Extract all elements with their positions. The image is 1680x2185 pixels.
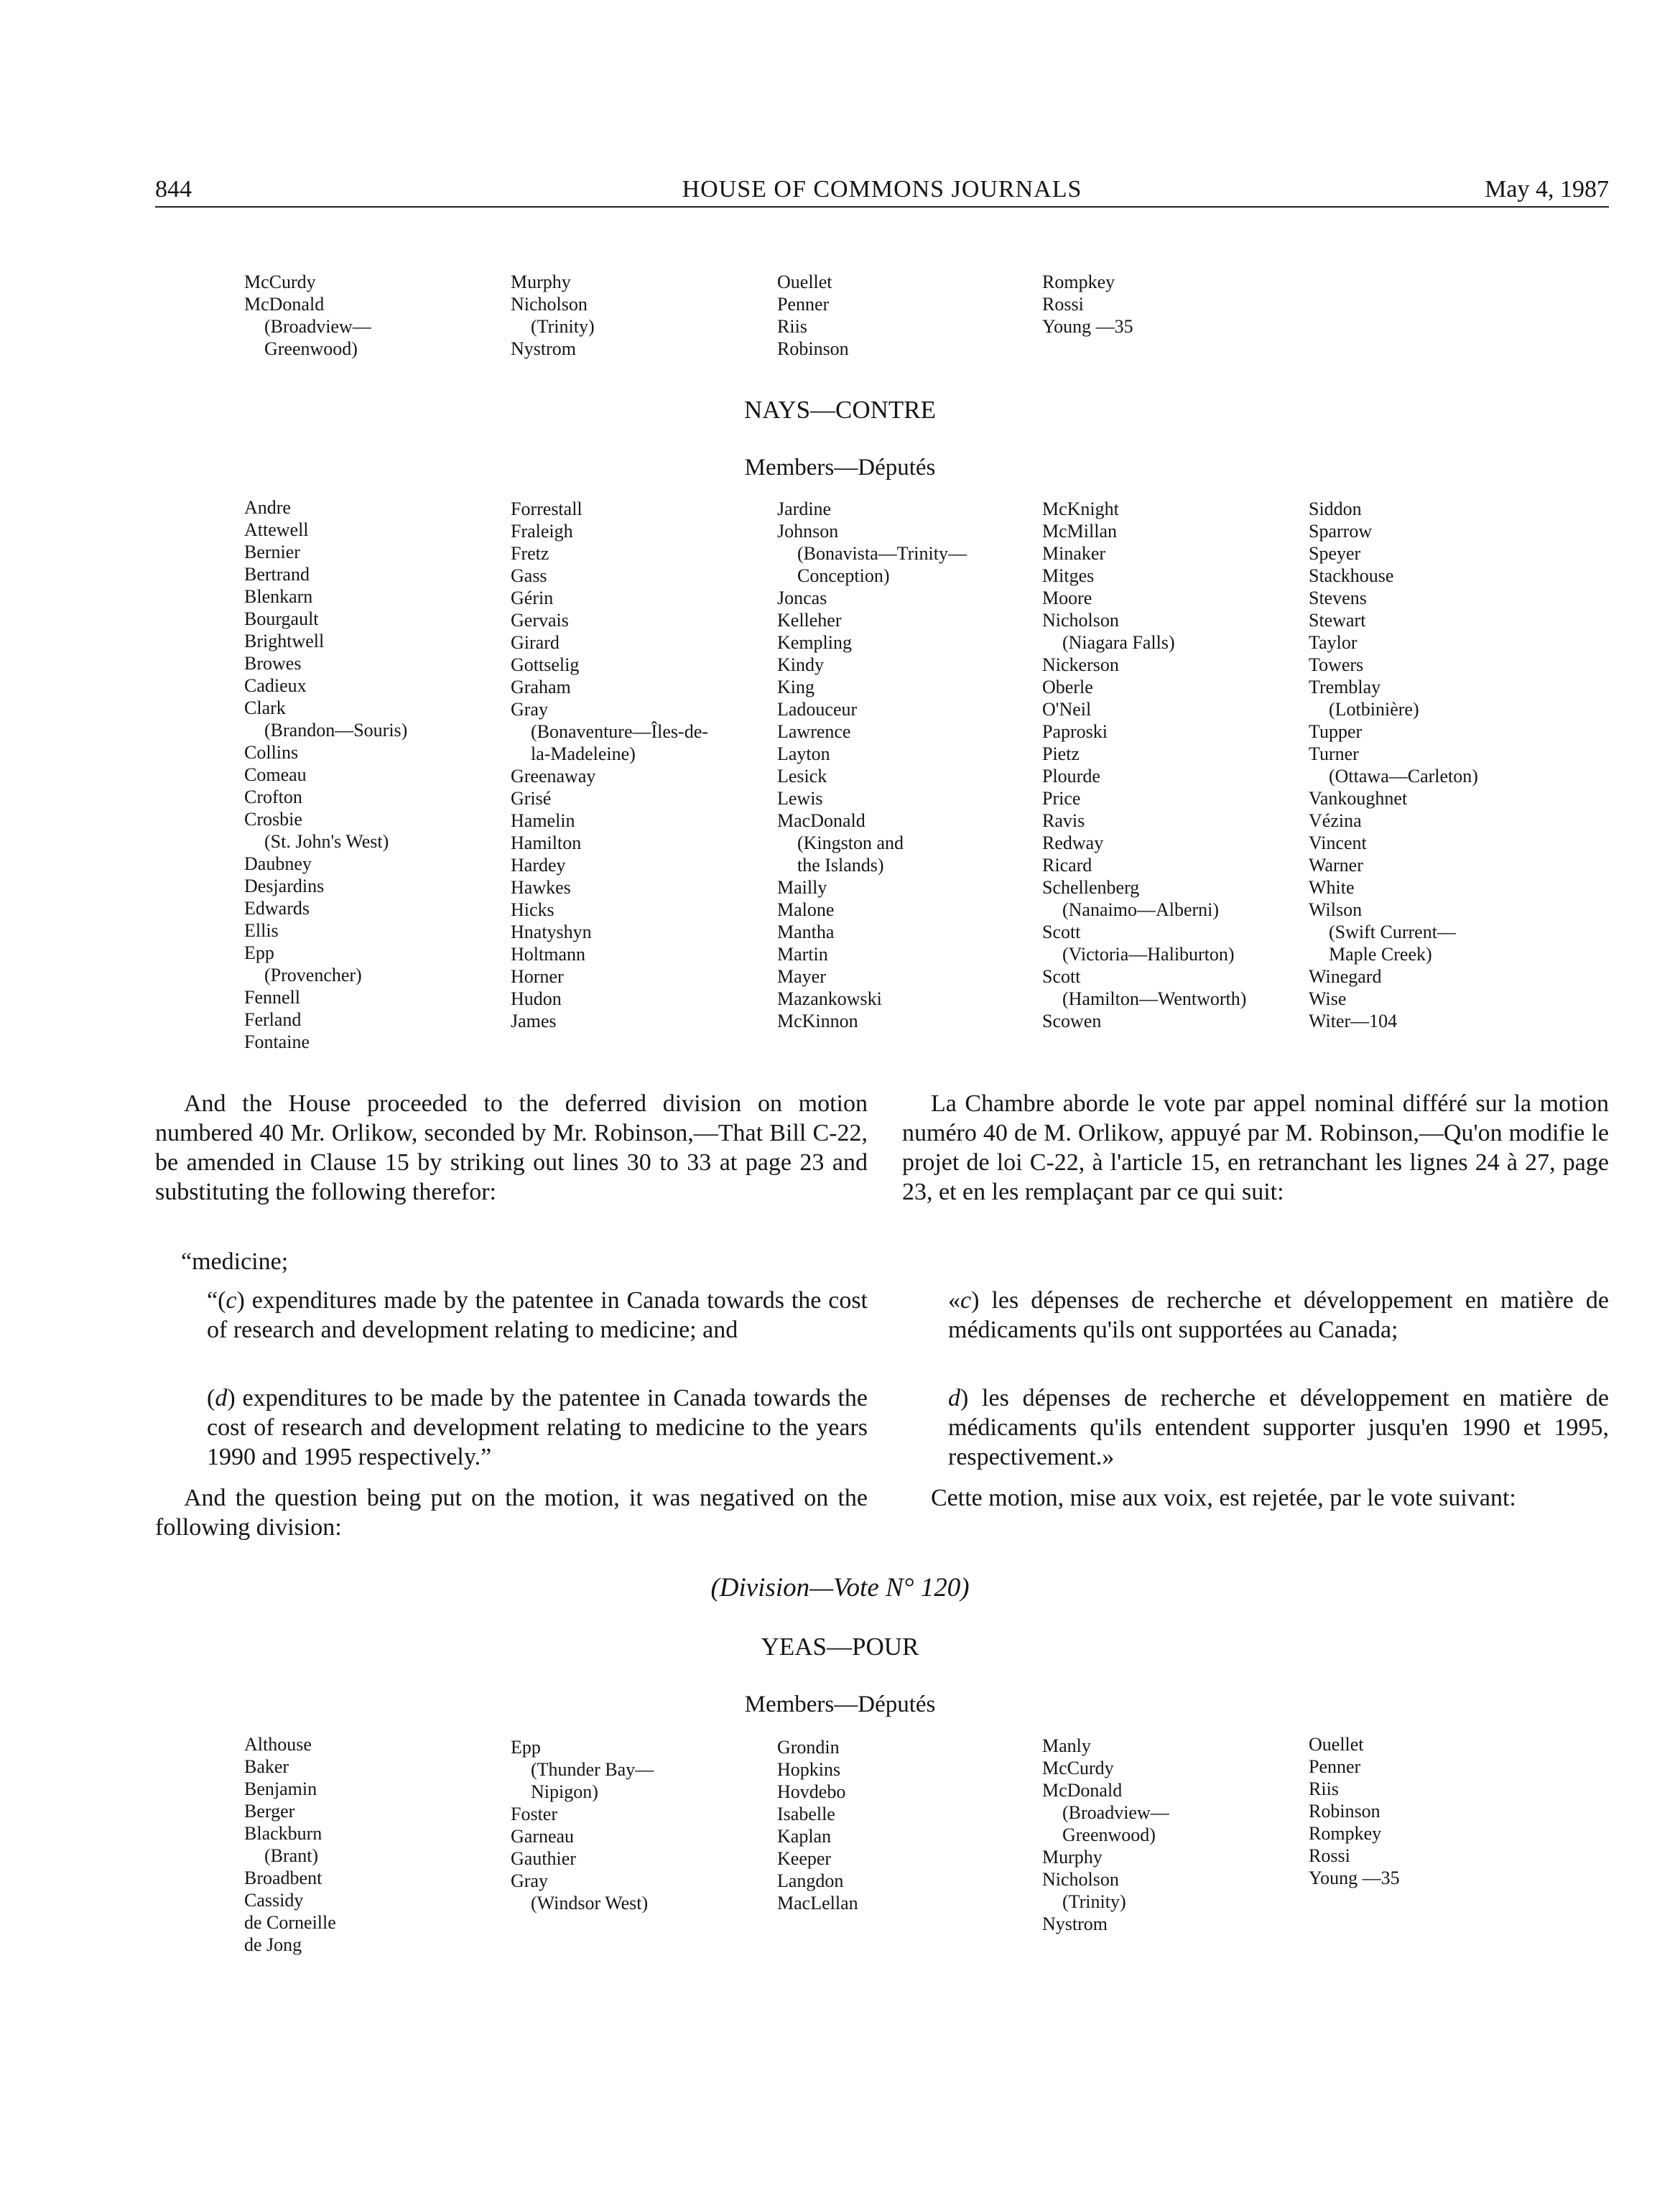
member-name: Murphy xyxy=(511,272,571,292)
member-name: Stackhouse xyxy=(1309,565,1394,586)
member-riding: (Kingston and xyxy=(797,832,904,853)
yeas-column-5 xyxy=(1309,1733,1546,1889)
member-riding: Greenwood) xyxy=(1062,1824,1156,1845)
member-name: Kelleher xyxy=(777,610,842,631)
member-name: Fontaine xyxy=(244,1031,310,1052)
member-name: McDonald xyxy=(1042,1780,1123,1801)
member-riding: Greenwood) xyxy=(264,338,358,359)
yeas-column-1 xyxy=(244,1733,481,1956)
member-name: White xyxy=(1309,877,1355,898)
member-riding: (Bonaventure—Îles-de- xyxy=(531,721,708,742)
member-name: Hudon xyxy=(511,988,562,1009)
member-name: Stevens xyxy=(1309,588,1367,608)
top-yeas-column-2 xyxy=(511,271,748,360)
member-name: Rompkey xyxy=(1309,1823,1382,1844)
member-name: Nicholson xyxy=(511,294,588,315)
member-name: Stewart xyxy=(1309,610,1366,631)
member-name: Hovdebo xyxy=(777,1781,846,1802)
question-text-en: And the question being put on the motion, it was negatived on the following division: xyxy=(155,1485,868,1541)
motion-quote-medicine: “medicine; xyxy=(181,1248,289,1275)
yeas-subheading: Members—Députés xyxy=(744,1692,936,1717)
member-name: O'Neil xyxy=(1042,699,1092,720)
member-name: Paproski xyxy=(1042,721,1108,742)
member-name: Riis xyxy=(1309,1778,1339,1799)
member-name: Oberle xyxy=(1042,677,1093,697)
member-name: Hnatyshyn xyxy=(511,922,592,942)
motion-clause-d-fr: d) les dépenses de recherche et développement en matière de médicaments qu'ils entendent supporter jusqu'en 1990 et 1995, respectivement.» xyxy=(948,1385,1609,1470)
member-name: Martin xyxy=(777,944,828,965)
member-name: Winegard xyxy=(1309,966,1382,987)
member-name: Grisé xyxy=(511,788,552,809)
member-name: Layton xyxy=(777,743,830,764)
member-name: Lesick xyxy=(777,766,827,787)
member-name: Gottselig xyxy=(511,654,580,675)
member-name: Pietz xyxy=(1042,743,1080,764)
member-riding: (Hamilton—Wentworth) xyxy=(1062,988,1247,1009)
member-name: Isabelle xyxy=(777,1804,835,1824)
member-riding: (Windsor West) xyxy=(531,1893,649,1913)
member-name: Attewell xyxy=(244,519,309,540)
member-name: Rompkey xyxy=(1042,272,1115,292)
member-riding: (Bonavista—Trinity— xyxy=(797,543,967,564)
member-name: Greenaway xyxy=(511,766,596,787)
member-name: Ricard xyxy=(1042,855,1092,876)
member-name: Riis xyxy=(777,316,807,337)
member-name: Baker xyxy=(244,1756,289,1777)
member-name: Wise xyxy=(1309,988,1347,1009)
member-name: Wilson xyxy=(1309,899,1363,920)
member-name: Horner xyxy=(511,966,564,987)
member-riding: (St. John's West) xyxy=(264,831,389,852)
member-name: McDonald xyxy=(244,294,325,315)
yeas-column-2 xyxy=(511,1736,748,1914)
member-name: Gass xyxy=(511,565,547,586)
member-name: Lewis xyxy=(777,788,823,809)
member-name: Holtmann xyxy=(511,944,585,965)
member-name: Mailly xyxy=(777,877,827,898)
member-name: Epp xyxy=(244,942,274,963)
member-name: MacDonald xyxy=(777,810,865,831)
member-name: Brightwell xyxy=(244,631,325,651)
member-riding: (Ottawa—Carleton) xyxy=(1329,766,1478,787)
member-name: Nicholson xyxy=(1042,610,1119,631)
member-name: Rossi xyxy=(1042,294,1084,315)
nays-subheading: Members—Députés xyxy=(744,455,936,481)
member-name: Hawkes xyxy=(511,877,571,898)
member-name: Berger xyxy=(244,1801,295,1822)
member-riding: (Niagara Falls) xyxy=(1062,632,1175,653)
member-name: Vankoughnet xyxy=(1309,788,1408,809)
member-name: Desjardins xyxy=(244,876,325,896)
member-name: Foster xyxy=(511,1804,557,1824)
member-name: McCurdy xyxy=(1042,1758,1114,1778)
member-riding: Conception) xyxy=(797,565,890,586)
journal-title: HOUSE OF COMMONS JOURNALS xyxy=(682,176,1082,203)
member-riding: Maple Creek) xyxy=(1329,944,1432,965)
member-name: Nystrom xyxy=(1042,1913,1108,1934)
member-name: Hamelin xyxy=(511,810,575,831)
member-name: Fretz xyxy=(511,543,549,564)
member-name: Graham xyxy=(511,677,571,697)
member-name: Redway xyxy=(1042,832,1104,853)
motion-clause-d-en: (d) expenditures to be made by the patentee in Canada towards the cost of research and development relating to medicine to the years 1990 and 1995 respectively.” xyxy=(207,1385,868,1470)
nays-column-5 xyxy=(1309,498,1546,1032)
member-riding: (Lotbinière) xyxy=(1329,699,1419,720)
yeas-heading: YEAS—POUR xyxy=(761,1633,919,1661)
member-name: McCurdy xyxy=(244,272,316,292)
member-name: Langdon xyxy=(777,1870,844,1891)
member-name: Bourgault xyxy=(244,608,319,629)
member-name: Scott xyxy=(1042,966,1081,987)
member-name: Crosbie xyxy=(244,809,302,830)
member-name: Murphy xyxy=(1042,1847,1103,1868)
member-name: Clark xyxy=(244,697,286,718)
member-name: Bernier xyxy=(244,542,300,562)
member-riding: (Thunder Bay— xyxy=(531,1759,654,1780)
member-name: Hardey xyxy=(511,855,566,876)
member-riding: the Islands) xyxy=(797,855,884,876)
member-riding: (Provencher) xyxy=(264,965,362,985)
member-name: Towers xyxy=(1309,654,1364,675)
member-name: Hicks xyxy=(511,899,554,920)
member-name: Mitges xyxy=(1042,565,1095,586)
member-name: Robinson xyxy=(777,338,849,359)
member-name: Broadbent xyxy=(244,1868,322,1888)
member-name: Daubney xyxy=(244,853,312,874)
member-name: Ferland xyxy=(244,1009,302,1030)
member-name: Schellenberg xyxy=(1042,877,1140,898)
member-name: Andre xyxy=(244,497,291,518)
top-yeas-column-3 xyxy=(777,271,1014,360)
member-name: Witer—104 xyxy=(1309,1011,1398,1031)
member-riding: la-Madeleine) xyxy=(531,743,636,764)
member-name: Garneau xyxy=(511,1826,575,1847)
nays-column-1 xyxy=(244,496,481,1053)
member-name: Penner xyxy=(777,294,830,315)
member-name: Hopkins xyxy=(777,1759,841,1780)
member-name: Manly xyxy=(1042,1735,1091,1756)
division-label: (Division—Vote N° 120) xyxy=(710,1573,970,1602)
member-name: Warner xyxy=(1309,855,1363,876)
member-name: Kindy xyxy=(777,654,824,675)
member-name: Gervais xyxy=(511,610,569,631)
member-name: Johnson xyxy=(777,521,839,542)
member-name: Mayer xyxy=(777,966,826,987)
member-name: Minaker xyxy=(1042,543,1106,564)
member-name: Fraleigh xyxy=(511,521,573,542)
member-riding: (Swift Current— xyxy=(1329,922,1456,942)
member-name: McKnight xyxy=(1042,498,1119,519)
member-name: Benjamin xyxy=(244,1778,317,1799)
member-name: Nystrom xyxy=(511,338,576,359)
member-name: Taylor xyxy=(1309,632,1358,653)
member-name: Siddon xyxy=(1309,498,1362,519)
member-name: Lawrence xyxy=(777,721,851,742)
member-name: Moore xyxy=(1042,588,1092,608)
member-name: Althouse xyxy=(244,1734,312,1755)
member-name: Vincent xyxy=(1309,832,1367,853)
member-name: Edwards xyxy=(244,898,310,919)
member-name: Ladouceur xyxy=(777,699,858,720)
member-name: Gérin xyxy=(511,588,554,608)
member-name: Price xyxy=(1042,788,1081,809)
journal-date: May 4, 1987 xyxy=(1485,176,1609,203)
member-name: de Corneille xyxy=(244,1912,336,1933)
member-name: Gauthier xyxy=(511,1848,576,1869)
member-name: Fennell xyxy=(244,987,300,1008)
member-riding: (Victoria—Haliburton) xyxy=(1062,944,1235,965)
member-name: Speyer xyxy=(1309,543,1361,564)
member-name: Girard xyxy=(511,632,560,653)
member-name: McKinnon xyxy=(777,1011,858,1031)
member-name: Comeau xyxy=(244,764,307,785)
member-name: Kempling xyxy=(777,632,852,653)
motion-intro-en: And the House proceeded to the deferred division on motion numbered 40 Mr. Orlikow, seconded by Mr. Robinson,—That Bill C-22, be amended in Clause 15 by striking out lines 30 to 33 at page 23 and substituting the following therefor: xyxy=(155,1090,868,1205)
member-name: McMillan xyxy=(1042,521,1117,542)
member-name: Malone xyxy=(777,899,835,920)
member-name: Rossi xyxy=(1309,1845,1350,1866)
member-name: Bertrand xyxy=(244,564,310,585)
member-riding: (Brandon—Souris) xyxy=(264,720,408,741)
member-name: Epp xyxy=(511,1737,541,1758)
member-riding: (Trinity) xyxy=(1062,1891,1126,1912)
top-yeas-column-1 xyxy=(244,271,481,360)
member-name: de Jong xyxy=(244,1934,302,1955)
member-riding: (Brant) xyxy=(264,1845,319,1866)
nays-column-3 xyxy=(777,498,1014,1032)
header-rule xyxy=(155,206,1609,208)
member-name: Sparrow xyxy=(1309,521,1373,542)
member-name: Grondin xyxy=(777,1737,840,1758)
member-name: Plourde xyxy=(1042,766,1100,787)
nays-heading: NAYS—CONTRE xyxy=(743,396,937,424)
member-name: Browes xyxy=(244,653,302,674)
member-name: Scowen xyxy=(1042,1011,1102,1031)
member-name: Turner xyxy=(1309,743,1359,764)
member-name: Ravis xyxy=(1042,810,1085,831)
member-name: Cassidy xyxy=(244,1890,304,1911)
member-name: Mazankowski xyxy=(777,988,882,1009)
member-name: Young —35 xyxy=(1309,1868,1400,1888)
member-name: King xyxy=(777,677,815,697)
member-name: Tremblay xyxy=(1309,677,1381,697)
member-name: Ouellet xyxy=(777,272,832,292)
motion-clause-c-fr: «c) les dépenses de recherche et développement en matière de médicaments qu'ils ont supportées au Canada; xyxy=(948,1287,1609,1343)
member-name: Young —35 xyxy=(1042,316,1133,337)
yeas-column-4 xyxy=(1042,1735,1279,1935)
member-name: Penner xyxy=(1309,1756,1361,1777)
page-number: 844 xyxy=(155,176,192,203)
member-name: Gray xyxy=(511,1870,548,1891)
member-name: Kaplan xyxy=(777,1826,832,1847)
member-riding: (Trinity) xyxy=(531,316,595,337)
member-name: Keeper xyxy=(777,1848,832,1869)
member-name: Collins xyxy=(244,742,299,763)
member-name: Crofton xyxy=(244,787,302,807)
motion-intro-fr: La Chambre aborde le vote par appel nominal différé sur la motion numéro 40 de M. Orlikow, appuyé par M. Robinson,—Qu'on modifie le projet de loi C-22, à l'article 15, en retranchant les lignes 24 à 27, page 23, et en les remplaçant par ce qui suit: xyxy=(902,1090,1609,1205)
member-name: Hamilton xyxy=(511,832,582,853)
member-riding: (Broadview— xyxy=(1062,1802,1169,1823)
member-name: James xyxy=(511,1011,557,1031)
member-name: Robinson xyxy=(1309,1801,1380,1822)
nays-column-2 xyxy=(511,498,748,1032)
yeas-column-3 xyxy=(777,1736,1014,1914)
member-name: Blackburn xyxy=(244,1823,322,1844)
motion-clause-c-en: “(c) expenditures made by the patentee in Canada towards the cost of research and development relating to medicine; and xyxy=(207,1287,868,1343)
question-text-fr: Cette motion, mise aux voix, est rejetée, par le vote suivant: xyxy=(931,1485,1516,1511)
member-name: Ouellet xyxy=(1309,1734,1364,1755)
member-name: Nickerson xyxy=(1042,654,1119,675)
member-name: Scott xyxy=(1042,922,1081,942)
member-name: Cadieux xyxy=(244,675,307,696)
member-name: Ellis xyxy=(244,920,279,941)
member-name: Blenkarn xyxy=(244,586,313,607)
member-riding: (Nanaimo—Alberni) xyxy=(1062,899,1220,920)
member-riding: (Broadview— xyxy=(264,316,371,337)
member-name: Forrestall xyxy=(511,498,583,519)
member-name: Mantha xyxy=(777,922,835,942)
member-name: Tupper xyxy=(1309,721,1363,742)
member-name: Nicholson xyxy=(1042,1869,1119,1890)
member-riding: Nipigon) xyxy=(531,1781,598,1802)
nays-column-4 xyxy=(1042,498,1279,1032)
member-name: Vézina xyxy=(1309,810,1362,831)
member-name: MacLellan xyxy=(777,1893,858,1913)
member-name: Jardine xyxy=(777,498,832,519)
member-name: Joncas xyxy=(777,588,827,608)
running-header xyxy=(155,175,1609,204)
member-name: Gray xyxy=(511,699,548,720)
top-yeas-column-4 xyxy=(1042,271,1279,338)
